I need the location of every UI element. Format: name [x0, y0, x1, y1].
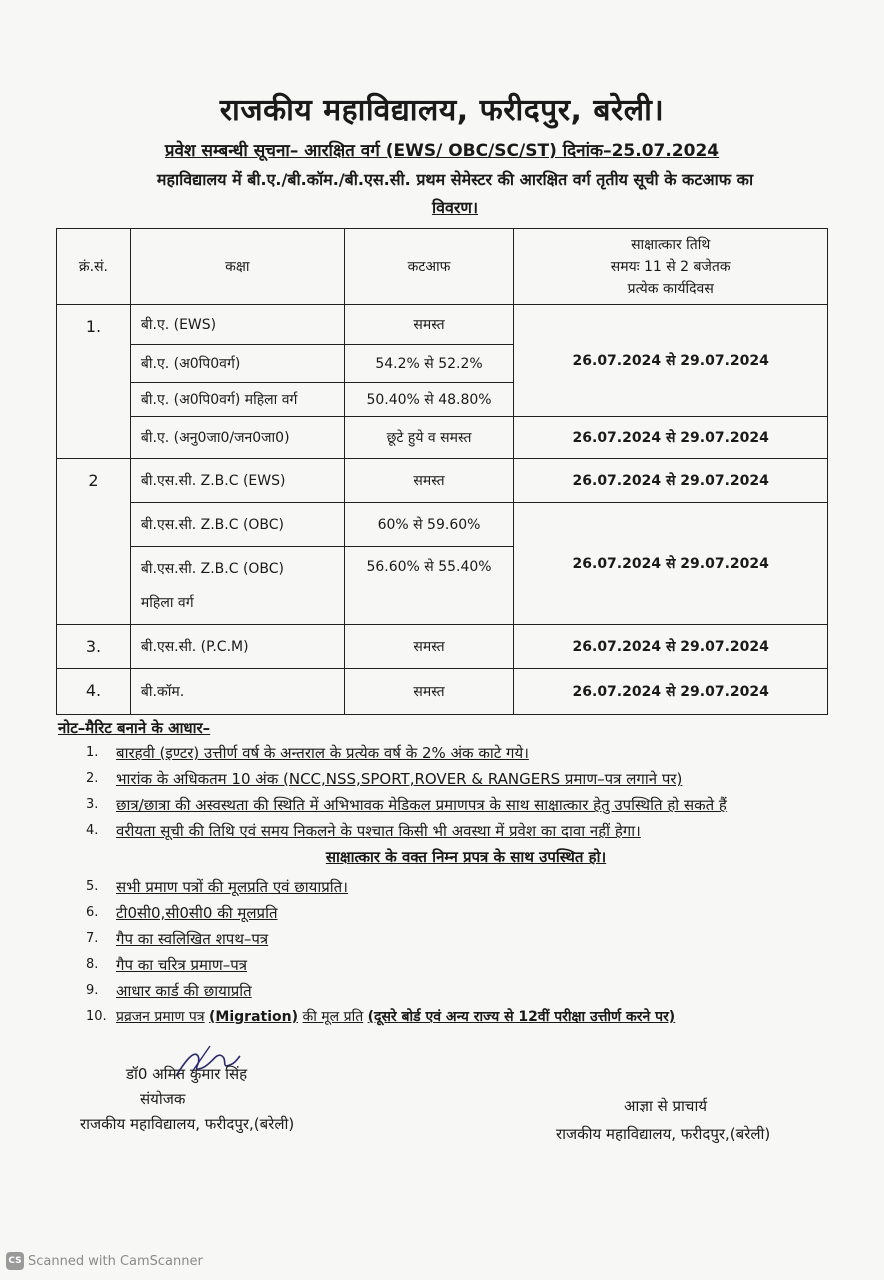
list-number: 1.	[86, 745, 99, 760]
row-cutoff: 56.60% से 55.40%	[344, 547, 514, 625]
list-number: 3.	[86, 797, 99, 812]
header-date-line-1: साक्षात्कार तिथि	[631, 236, 711, 253]
intro-text	[70, 166, 840, 222]
table-row	[57, 417, 828, 459]
cutoff-table	[56, 228, 828, 715]
row-cutoff: छूटे हुये व समस्त	[344, 417, 514, 459]
table-header-row	[57, 229, 828, 305]
list-text-part-1: प्रव्रजन प्रमाण पत्र	[116, 1009, 205, 1025]
intro-line-2: विवरण।	[431, 198, 479, 217]
list-number: 9.	[86, 983, 99, 998]
table-row	[57, 669, 828, 715]
notice-subtitle	[0, 138, 884, 161]
row-class	[130, 547, 344, 625]
header-sn: क्रं.सं.	[57, 229, 131, 305]
list-item	[86, 954, 846, 976]
list-item	[86, 768, 846, 790]
row-cutoff: समस्त	[344, 669, 514, 715]
list-number: 7.	[86, 931, 99, 946]
row-date: 26.07.2024 से 29.07.2024	[514, 459, 828, 503]
row-cutoff: 54.2% से 52.2%	[344, 345, 514, 383]
list-text: बारहवी (इण्टर) उत्तीर्ण वर्ष के अन्तराल के प्रत्येक वर्ष के 2% अंक काटे गये।	[116, 744, 529, 762]
row-class: बी.एस.सी. Z.B.C (OBC)	[130, 503, 344, 547]
list-item	[86, 902, 846, 924]
row-sn: 2	[57, 459, 131, 625]
list-number: 2.	[86, 771, 99, 786]
row-class: बी.ए. (अनु0जा0/जन0जा0)	[130, 417, 344, 459]
row-class: बी.एस.सी. (P.C.M)	[130, 625, 344, 669]
row-date: 26.07.2024 से 29.07.2024	[514, 625, 828, 669]
coordinator-role: संयोजक	[140, 1090, 186, 1108]
list-item	[86, 980, 846, 1002]
principal-org: राजकीय महाविद्यालय, फरीदपुर,(बरेली)	[556, 1125, 771, 1143]
scanner-footer	[6, 1252, 203, 1270]
row-class: बी.ए. (EWS)	[130, 305, 344, 345]
coordinator-name: डॉ0 अमित कुमार सिंह	[126, 1065, 248, 1083]
row-sn: 4.	[57, 669, 131, 715]
row-cutoff: 50.40% से 48.80%	[344, 383, 514, 417]
row-cutoff: समस्त	[344, 459, 514, 503]
list-text: वरीयता सूची की तिथि एवं समय निकलने के पश्चात किसी भी अवस्था में प्रवेश का दावा नहीं हेगा।	[116, 822, 641, 840]
row-sn: 3.	[57, 625, 131, 669]
table-row	[57, 459, 828, 503]
list-text: गैप का चरित्र प्रमाण–पत्र	[116, 956, 248, 974]
list-item	[86, 1006, 846, 1028]
list-item	[86, 794, 846, 816]
header-date-line-2: समयः 11 से 2 बजेतक	[610, 258, 731, 275]
row-class-line-1: बी.एस.सी. Z.B.C (OBC)	[140, 560, 285, 577]
intro-line-1: महाविद्यालय में बी.ए./बी.कॉम./बी.एस.सी. प्रथम सेमेस्टर की आरक्षित वर्ग तृतीय सूची के कटआफ का	[156, 170, 754, 189]
list-text-part-2: (Migration)	[209, 1009, 299, 1025]
camscanner-icon: CS	[6, 1252, 24, 1270]
row-date: 26.07.2024 से 29.07.2024	[514, 669, 828, 715]
notes-heading: नोट–मैरिट बनाने के आधार–	[58, 719, 211, 737]
list-text: आधार कार्ड की छायाप्रति	[116, 982, 252, 1000]
list-item	[86, 820, 846, 842]
signature-right	[556, 1092, 770, 1148]
list-number: 10.	[86, 1009, 107, 1024]
header-date-line-3: प्रत्येक कार्यदिवस	[627, 280, 714, 297]
row-class: बी.एस.सी. Z.B.C (EWS)	[130, 459, 344, 503]
college-title: राजकीय महाविद्यालय, फरीदपुर, बरेली।	[219, 93, 665, 128]
list-text-part-3: की मूल प्रति	[302, 1009, 364, 1025]
list-text: गैप का स्वलिखित शपथ–पत्र	[116, 930, 269, 948]
list-text-part-4: (दूसरे बोर्ड एवं अन्य राज्य से 12वीं परीक्षा उत्तीर्ण करने पर)	[367, 1009, 676, 1025]
documents-heading: साक्षात्कार के वक्त निम्न प्रपत्र के साथ उपस्थित हो।	[325, 848, 607, 866]
list-number: 4.	[86, 823, 99, 838]
header-cutoff: कटआफ	[344, 229, 514, 305]
list-item	[86, 742, 846, 764]
header-date	[514, 229, 828, 305]
list-number: 5.	[86, 879, 99, 894]
table-row	[57, 305, 828, 345]
header-class: कक्षा	[130, 229, 344, 305]
row-class: बी.ए. (अ0पि0वर्ग) महिला वर्ग	[130, 383, 344, 417]
list-item	[86, 928, 846, 950]
list-text: छात्र/छात्रा की अस्वस्थता की स्थिति में अभिभावक मेडिकल प्रमाणपत्र के साथ साक्षात्कार हेतु उपस्थिति हो सकते हैं	[116, 796, 727, 814]
row-date: 26.07.2024 से 29.07.2024	[514, 417, 828, 459]
notes-list	[86, 742, 846, 1032]
row-cutoff: 60% से 59.60%	[344, 503, 514, 547]
row-class: बी.ए. (अ0पि0वर्ग)	[130, 345, 344, 383]
row-class: बी.कॉम.	[130, 669, 344, 715]
signature-left	[80, 1062, 294, 1137]
row-date: 26.07.2024 से 29.07.2024	[514, 503, 828, 625]
principal-role: आज्ञा से प्राचार्य	[624, 1097, 708, 1115]
row-class-line-2: महिला वर्ग	[140, 594, 194, 611]
table-row	[57, 625, 828, 669]
row-cutoff: समस्त	[344, 625, 514, 669]
coordinator-org: राजकीय महाविद्यालय, फरीदपुर,(बरेली)	[80, 1115, 295, 1133]
list-number: 8.	[86, 957, 99, 972]
list-text: टी0सी0,सी0सी0 की मूलप्रति	[116, 904, 278, 922]
list-item	[86, 876, 846, 898]
notice-subtitle-text: प्रवेश सम्बन्धी सूचना– आरक्षित वर्ग (EWS/ OBC/SC/ST) दिनांक–25.07.2024	[164, 141, 720, 161]
list-number: 6.	[86, 905, 99, 920]
row-date: 26.07.2024 से 29.07.2024	[514, 305, 828, 417]
row-sn: 1.	[57, 305, 131, 459]
list-text: भारांक के अधिकतम 10 अंक (NCC,NSS,SPORT,ROVER & RANGERS प्रमाण–पत्र लगाने पर)	[116, 770, 683, 788]
table-row	[57, 503, 828, 547]
row-cutoff: समस्त	[344, 305, 514, 345]
scanner-text: Scanned with CamScanner	[28, 1253, 203, 1269]
list-text: सभी प्रमाण पत्रों की मूलप्रति एवं छायाप्रति।	[116, 878, 348, 896]
